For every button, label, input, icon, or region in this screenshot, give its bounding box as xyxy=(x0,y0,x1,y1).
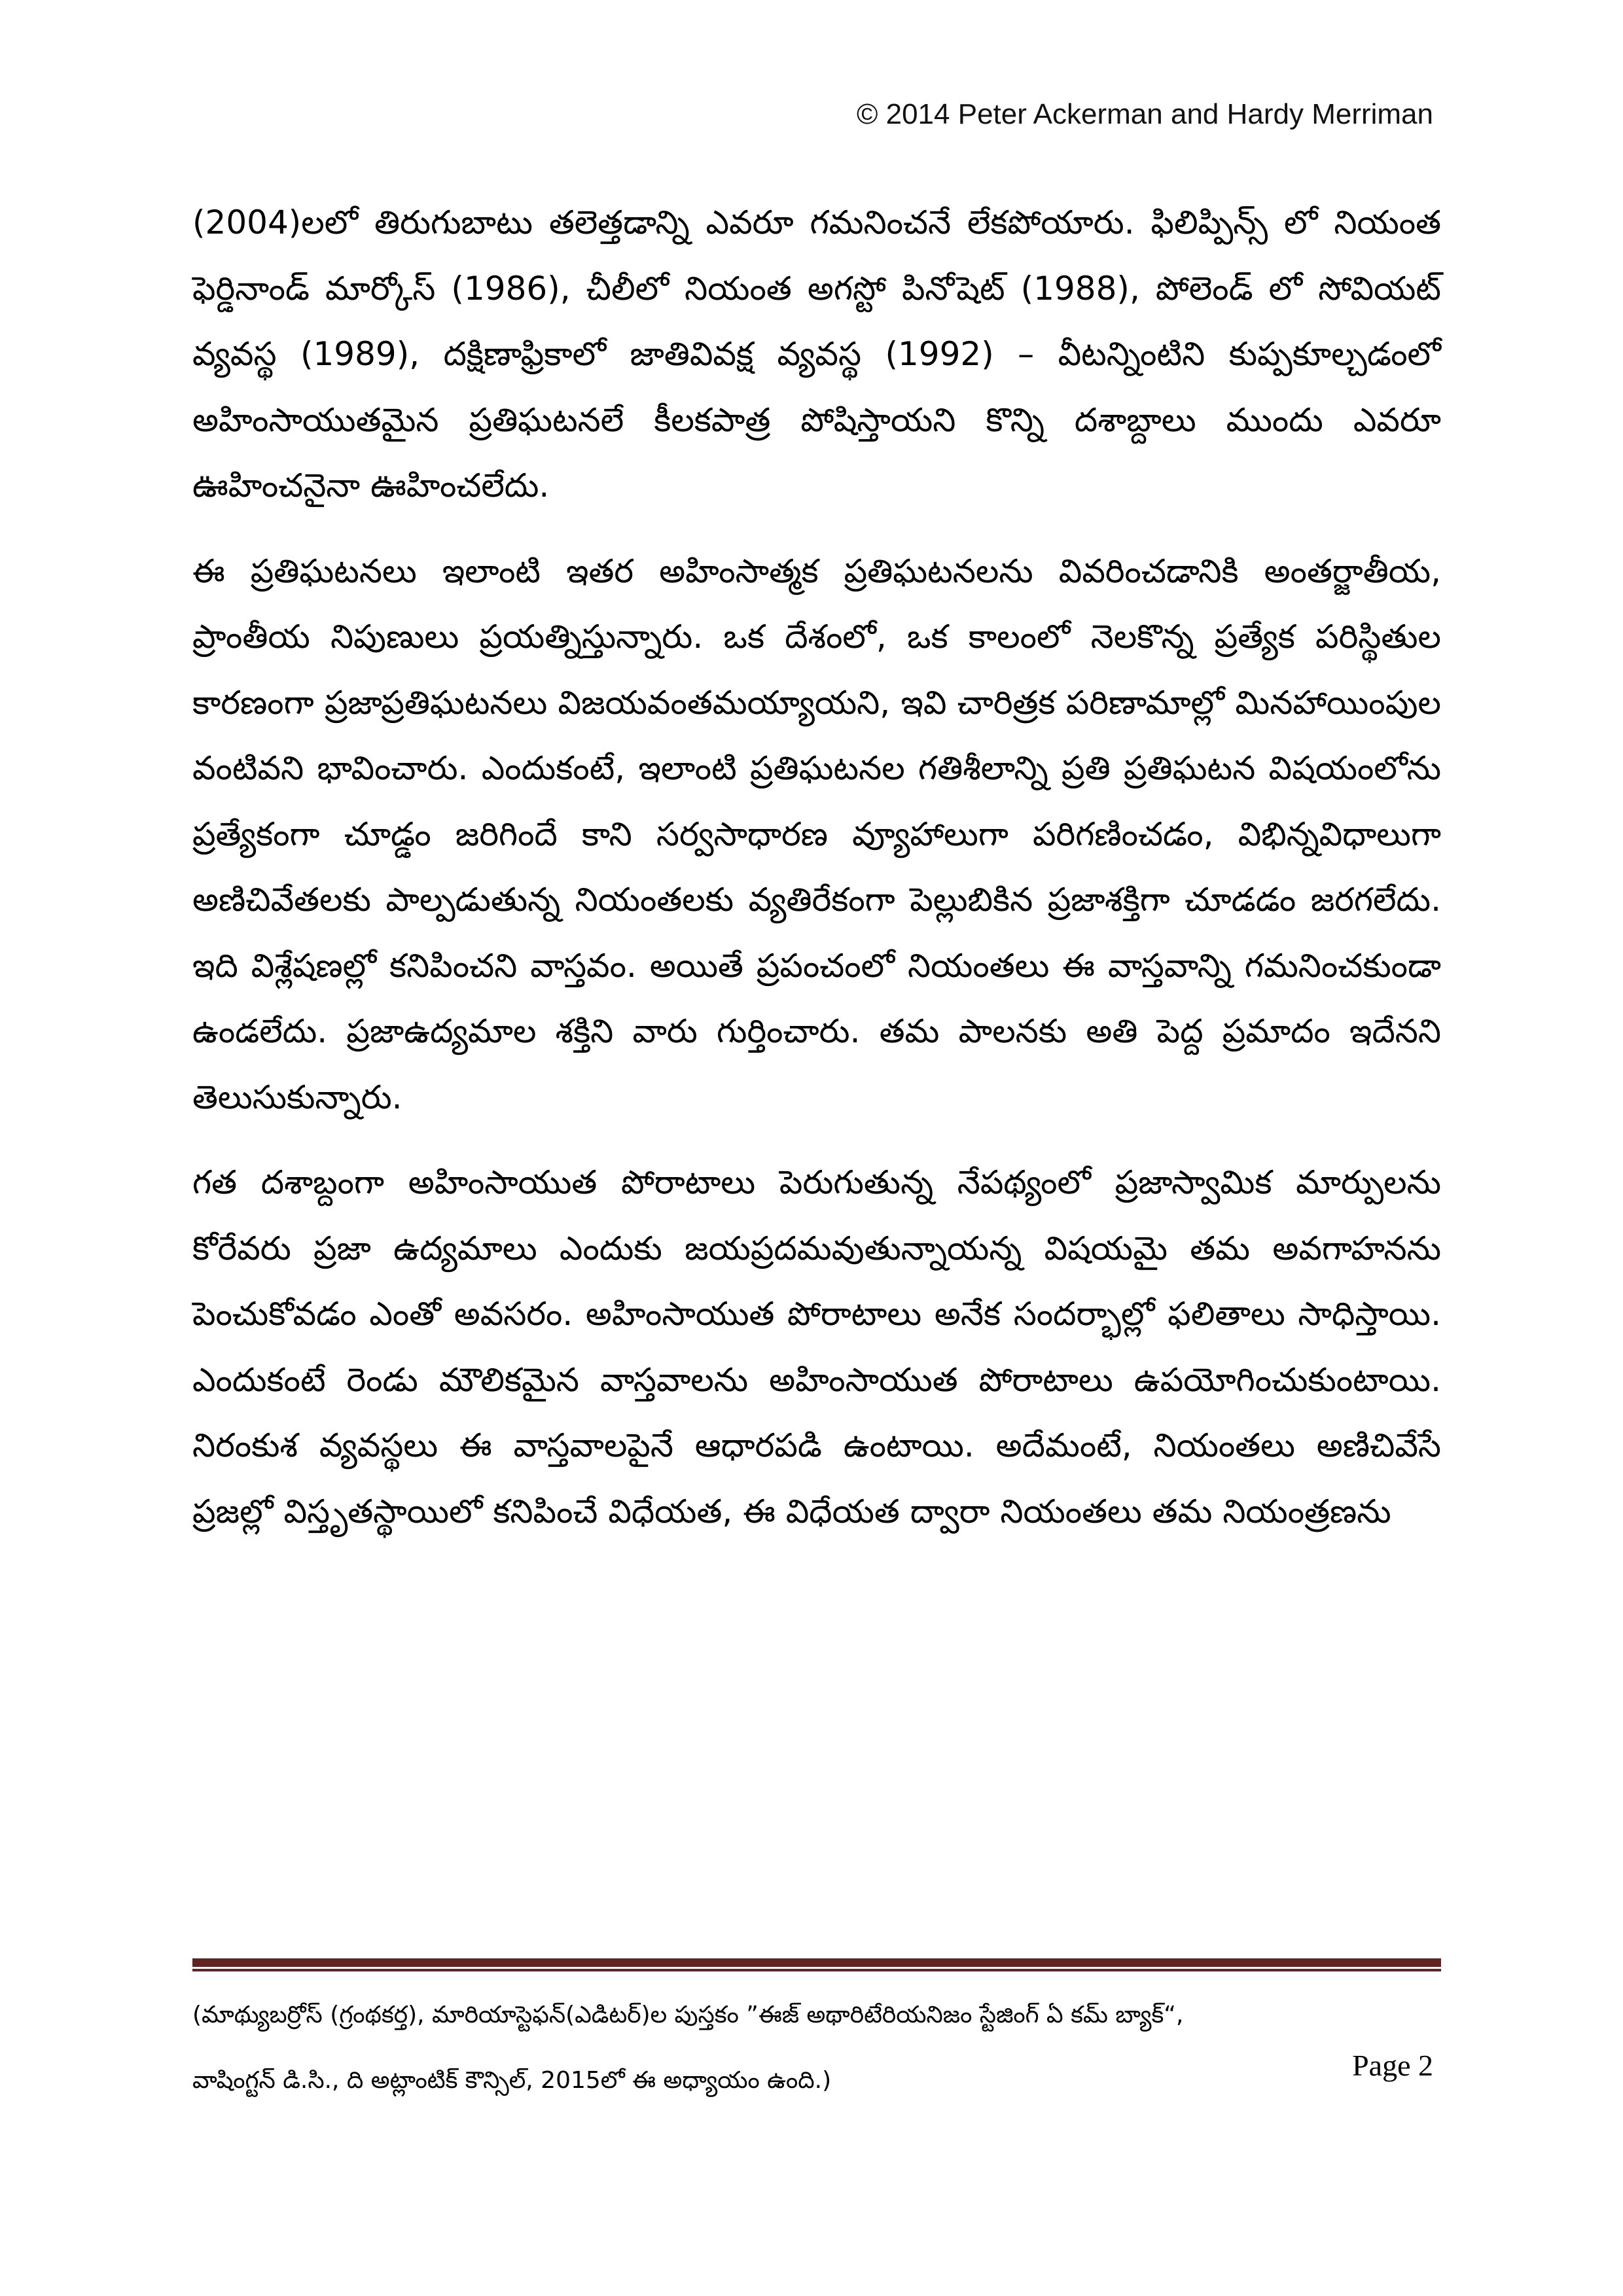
footer-rule-thick xyxy=(192,1958,1441,1967)
footer-rule-thin xyxy=(192,1969,1441,1971)
paragraph-3: గత దశాబ్దంగా అహింసాయుత పోరాటాలు పెరుగుతున్న నేపథ్యంలో ప్రజాస్వామిక మార్పులను కోరేవరు ప్రజా ఉద్యమాలు ఎందుకు జయప్రదమవుతున్నాయన్న విషయమై తమ అవగాహనను పెంచుకోవడం ఎంతో అవసరం. అహింసాయుత పోరాటాలు అనేక సందర్భాల్లో ఫలితాలు సాధిస్తాయి. ఎందుకంటే రెండు మౌలికమైన వాస్తవాలను అహింసాయుత పోరాటాలు ఉపయోగించుకుంటాయి. నిరంకుశ వ్యవస్థలు ఈ వాస్తవాలపైనే ఆధారపడి ఉంటాయి. అదేమంటే, నియంతలు అణిచివేసే ప్రజల్లో విస్తృతస్థాయిలో కనిపించే విధేయత, ఈ విధేయత ద్వారా నియంతలు తమ నియంత్రణను xyxy=(192,1163,1441,1530)
paragraph-1: (2004)లలో తిరుగుబాటు తలెత్తడాన్ని ఎవరూ గమనించనే లేకపోయారు. ఫిలిప్పిన్స్ లో నియంత ఫెర్డినాండ్ మార్కోస్ (1986), చీలీలో నియంత అగస్టో పినోషెట్ (1988), పోలెండ్ లో సోవియట్ వ్యవస్థ (1989), దక్షిణాఫ్రికాలో జాతివివక్ష వ్యవస్థ (1992) – వీటన్నింటిని కుప్పకూల్చడంలో అహింసాయుతమైన ప్రతిఘటనలే కీలకపాత్ర పోషిస్తాయని కొన్ని దశాబ్దాలు ముందు ఎవరూ ఊహించనైనా ఊహించలేదు. xyxy=(192,203,1441,504)
copyright-header: © 2014 Peter Ackerman and Hardy Merriman xyxy=(856,98,1433,130)
footnote-line-1: (మాథ్యుబర్రోస్ (గ్రంథకర్త), మారియాస్టెఫన్(ఎడిటర్)ల పుస్తకం ”ఈజ్ అథారిటేరియనిజం స్టేజింగ్ ఏ కమ్ బ్యాక్“, xyxy=(192,2002,1184,2028)
footnote-line-2: వాషింగ్టన్ డి.సి., ది అట్లాంటిక్ కౌన్సిల్, 2015లో ఈ అధ్యాయం ఉంది.) xyxy=(192,2067,832,2094)
page-number: Page 2 xyxy=(1352,2049,1433,2082)
body-text xyxy=(192,190,1441,1564)
paragraph-2: ఈ ప్రతిఘటనలు ఇలాంటి ఇతర అహింసాత్మక ప్రతిఘటనలను వివరించడానికి అంతర్జాతీయ, ప్రాంతీయ నిపుణులు ప్రయత్నిస్తున్నారు. ఒక దేశంలో, ఒక కాలంలో నెలకొన్న ప్రత్యేక పరిస్థితుల కారణంగా ప్రజాప్రతిఘటనలు విజయవంతమయ్యాయని, ఇవి చారిత్రక పరిణామాల్లో మినహాయింపుల వంటివని భావించారు. ఎందుకంటే, ఇలాంటి ప్రతిఘటనల గతిశీలాన్ని ప్రతి ప్రతిఘటన విషయంలోను ప్రత్యేకంగా చూడ్డం జరిగిందే కాని సర్వసాధారణ వ్యూహాలుగా పరిగణించడం, విభిన్నవిధాలుగా అణిచివేతలకు పాల్పడుతున్న నియంతలకు వ్యతిరేకంగా పెల్లుబికిన ప్రజాశక్తిగా చూడడం జరగలేదు. ఇది విశ్లేషణల్లో కనిపించని వాస్తవం. అయితే ప్రపంచంలో నియంతలు ఈ వాస్తవాన్ని గమనించకుండా ఉండలేదు. ప్రజాఉద్యమాల శక్తిని వారు గుర్తించారు. తమ పాలనకు అతి పెద్ద ప్రమాదం ఇదేనని తెలుసుకున్నారు. xyxy=(192,552,1441,1116)
footnote xyxy=(192,1983,1272,2113)
